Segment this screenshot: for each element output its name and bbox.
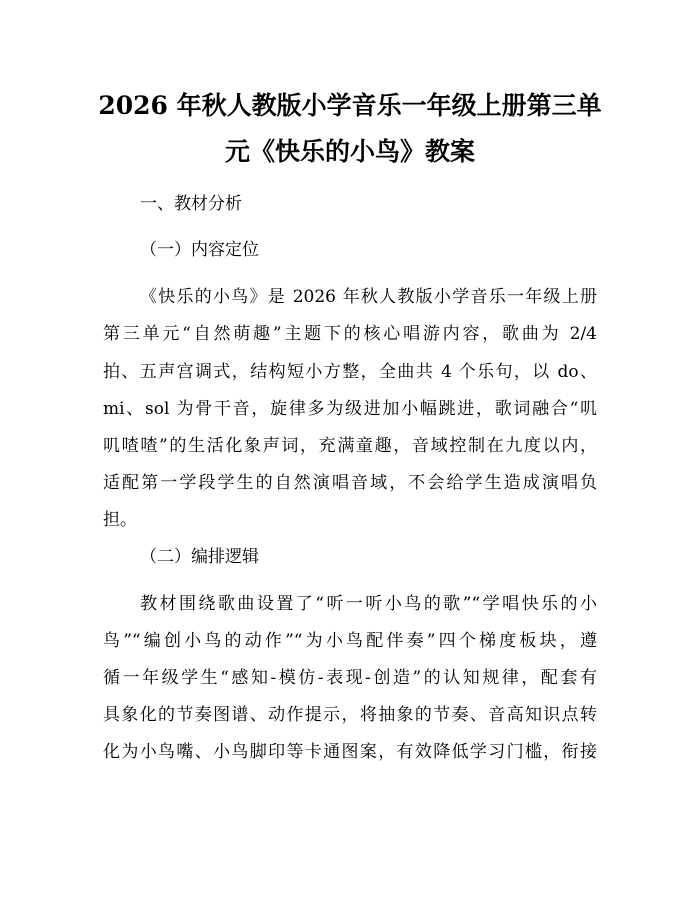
- paragraph-1-line-6: 适配第一学段学生的自然演唱音域，不会给学生造成演唱负: [103, 473, 597, 493]
- paragraph-2-line-5: 化为小鸟嘴、小鸟脚印等卡通图案，有效降低学习门槛，衔接: [103, 742, 597, 762]
- paragraph-1-line-3: 拍、五声宫调式，结构短小方整，全曲共 4 个乐句，以 do、: [103, 362, 597, 382]
- paragraph-2-line-3: 循一年级学生“感知-模仿-表现-创造”的认知规律，配套有: [103, 668, 597, 688]
- paragraph-2-line-2: 鸟”“编创小鸟的动作”“为小鸟配伴奏”四个梯度板块，遵: [103, 631, 597, 651]
- paragraph-2-line-4: 具象化的节奏图谱、动作提示，将抽象的节奏、音高知识点转: [103, 705, 597, 725]
- subsection-heading-content-positioning: （一）内容定位: [140, 240, 259, 260]
- paragraph-1-line-4: mi、sol 为骨干音，旋律多为级进加小幅跳进，歌词融合“叽: [103, 399, 597, 419]
- document-title-line-1: 2026 年秋人教版小学音乐一年级上册第三单: [98, 91, 602, 120]
- paragraph-1-line-2: 第三单元“自然萌趣”主题下的核心唱游内容，歌曲为 2/4: [103, 324, 597, 344]
- paragraph-2-line-1: 教材围绕歌曲设置了“听一听小鸟的歌”“学唱快乐的小: [140, 594, 597, 614]
- section-heading-textbook-analysis: 一、教材分析: [140, 194, 242, 214]
- paragraph-1-line-7: 担。: [103, 510, 137, 530]
- document-title-line-2: 元《快乐的小鸟》教案: [224, 137, 475, 166]
- paragraph-1-line-1: 《快乐的小鸟》是 2026 年秋人教版小学音乐一年级上册: [140, 287, 597, 307]
- paragraph-1-line-5: 叽喳喳”的生活化象声词，充满童趣，音域控制在九度以内，: [103, 436, 597, 456]
- subsection-heading-arrangement-logic: （二）编排逻辑: [140, 547, 259, 567]
